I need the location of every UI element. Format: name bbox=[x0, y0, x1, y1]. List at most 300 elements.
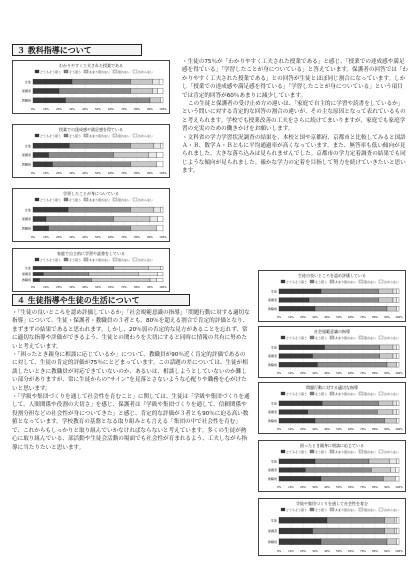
tick-label: 50% bbox=[95, 286, 101, 289]
bar-segment bbox=[279, 468, 305, 473]
section4-text bbox=[12, 309, 250, 452]
tick-label: 80% bbox=[372, 550, 378, 553]
bar-segment bbox=[385, 528, 395, 534]
tick-label: 0% bbox=[30, 286, 36, 289]
tick-label: 0% bbox=[30, 172, 36, 175]
legend-label: そう思う bbox=[69, 197, 82, 202]
bar-segment bbox=[158, 88, 163, 93]
chart-right-5-svg bbox=[259, 499, 405, 555]
tick-label: 20% bbox=[300, 550, 306, 553]
legend-label: わからない bbox=[384, 335, 400, 340]
bar-segment bbox=[43, 272, 89, 275]
bar-segment bbox=[53, 162, 131, 167]
legend-swatch bbox=[64, 258, 68, 261]
series-label: 保護者 bbox=[267, 468, 277, 473]
tick-label: 50% bbox=[95, 236, 101, 239]
legend-label: とてもそう思う bbox=[286, 449, 308, 454]
series-label: 生徒 bbox=[270, 289, 277, 294]
legend-label: とてもそう思う bbox=[286, 335, 308, 340]
bar-segment bbox=[279, 306, 315, 311]
bar-segment bbox=[397, 306, 399, 311]
tick-label: 70% bbox=[121, 236, 127, 239]
bar-segment bbox=[114, 216, 150, 221]
chart-left-1-svg bbox=[13, 61, 169, 113]
legend-swatch bbox=[84, 134, 88, 137]
bar-segment bbox=[279, 401, 322, 406]
tick-label: 40% bbox=[82, 236, 88, 239]
legend-swatch bbox=[113, 70, 117, 73]
tick-label: 30% bbox=[69, 172, 75, 175]
chart-right-4-svg bbox=[259, 441, 405, 491]
legend-label: そう思う bbox=[315, 279, 328, 284]
legend-label: わからない bbox=[138, 197, 154, 202]
bar-segment bbox=[393, 289, 397, 294]
tick-label: 100% bbox=[395, 428, 403, 431]
tick-label: 50% bbox=[336, 550, 342, 553]
legend-swatch bbox=[310, 336, 314, 339]
tick-label: 40% bbox=[324, 316, 330, 319]
chart-left-2-svg bbox=[13, 125, 169, 177]
bar-segment bbox=[325, 345, 380, 350]
legend-swatch bbox=[330, 336, 334, 339]
series-label: 保護者 bbox=[267, 410, 277, 415]
bar-segment bbox=[131, 143, 154, 148]
bar-segment bbox=[315, 306, 387, 311]
section3-text bbox=[182, 58, 408, 176]
bar-segment bbox=[387, 539, 397, 545]
tick-label: 70% bbox=[360, 428, 366, 431]
section3-paragraph-1: ・生徒の75％が「わかりやすく工夫された授業である」と感じ、「授業での達成感や満足感を得ている」「学習したことが身についている」と答えています。保護者の回答では「わかりやすく工夫された授業である」との回答が生徒とほぼ同じ割合になっています。しかし「授業での達成感や満足感を得ている」「学習したことが身についている」という項目では肯定的回答が60％あまりに減少しています。 bbox=[182, 59, 408, 99]
bar-segment bbox=[33, 266, 62, 269]
bar-segment bbox=[131, 226, 157, 231]
chart-right-2 bbox=[258, 326, 406, 378]
tick-label: 0% bbox=[276, 486, 282, 489]
series-label: 生徒 bbox=[24, 79, 31, 84]
bar-segment bbox=[279, 459, 315, 464]
bar-segment bbox=[33, 216, 46, 221]
series-label: 保護者 bbox=[21, 153, 31, 158]
chart-right-2-svg bbox=[259, 327, 405, 377]
bar-segment bbox=[397, 410, 399, 415]
legend-label: とてもそう思う bbox=[40, 257, 62, 262]
bar-segment bbox=[317, 362, 387, 367]
tick-label: 0% bbox=[276, 372, 282, 375]
chart-right-3 bbox=[258, 382, 406, 434]
bar-segment bbox=[394, 517, 396, 523]
series-label: 教職員 bbox=[267, 306, 277, 311]
tick-label: 80% bbox=[134, 108, 140, 111]
bar-segment bbox=[379, 298, 393, 303]
bar-segment bbox=[33, 79, 72, 84]
legend-swatch bbox=[84, 70, 88, 73]
tick-label: 10% bbox=[288, 316, 294, 319]
legend-swatch bbox=[64, 134, 68, 137]
bar-segment bbox=[279, 528, 313, 534]
legend-label: そう思う bbox=[315, 507, 328, 512]
bar-segment bbox=[33, 98, 66, 103]
bar-segment bbox=[40, 278, 92, 281]
legend-label: あまり思わない bbox=[335, 507, 357, 512]
series-label: 生徒 bbox=[270, 518, 277, 523]
legend-label: わからない bbox=[138, 133, 154, 138]
chart-title: 学級や集団づくりを通して社会性を育む bbox=[296, 501, 368, 506]
section4-paragraph-3: ・「学級や集団づくりを通して社会性を育むこと」に関しては、生徒は「学級や集団づくりを通して、人間関係や役割の大切さ」を感じ、保護者は「学級や集団づくりを通して、信頼関係や役割分担などの社会性が身についてきた」と感じ、肯定的な評価が３者とも90％に迫る高い数値となっています。学校教育の基盤となる取り組みとも言える「集団の中で社会性を育む」で、これからもしっかりと取り組んでいかなければならないと考えています。多くの生徒が熱心に取り組んでいる、部活動や生徒会活動の場面でも社会性が育まれるよう、工夫しながら指導に当たりたいと思います。 bbox=[12, 394, 250, 451]
tick-label: 90% bbox=[384, 486, 390, 489]
legend-label: わからない bbox=[384, 279, 400, 284]
legend-swatch bbox=[379, 450, 383, 453]
tick-label: 40% bbox=[82, 286, 88, 289]
tick-label: 60% bbox=[108, 108, 114, 111]
bar-segment bbox=[379, 401, 393, 406]
bar-segment bbox=[279, 418, 315, 423]
legend-swatch bbox=[281, 508, 285, 511]
tick-label: 80% bbox=[372, 486, 378, 489]
bar-segment bbox=[59, 88, 131, 93]
bar-segment bbox=[33, 162, 53, 167]
bar-segment bbox=[49, 152, 114, 157]
bar-segment bbox=[321, 476, 383, 481]
tick-label: 10% bbox=[43, 172, 49, 175]
bar-segment bbox=[138, 272, 158, 275]
legend-swatch bbox=[379, 508, 383, 511]
bar-segment bbox=[397, 539, 399, 545]
bar-segment bbox=[395, 476, 399, 481]
legend-label: とてもそう思う bbox=[286, 279, 308, 284]
bar-segment bbox=[279, 345, 325, 350]
tick-label: 40% bbox=[324, 550, 330, 553]
tick-label: 10% bbox=[288, 428, 294, 431]
bar-segment bbox=[397, 418, 399, 423]
chart-title: 困ったとき親身に相談に応じている bbox=[300, 443, 364, 448]
chart-title: 家庭で自主的に学習や読書をしている bbox=[57, 251, 125, 256]
bar-segment bbox=[322, 401, 378, 406]
section3-heading: ３ 教科指導について bbox=[12, 44, 142, 56]
tick-label: 80% bbox=[372, 428, 378, 431]
tick-label: 100% bbox=[395, 486, 403, 489]
bar-segment bbox=[327, 517, 385, 523]
bar-segment bbox=[387, 362, 397, 367]
legend-swatch bbox=[330, 392, 334, 395]
legend-label: わからない bbox=[138, 257, 154, 262]
bar-segment bbox=[395, 468, 399, 473]
bar-segment bbox=[160, 266, 163, 269]
legend-label: 思わない bbox=[118, 197, 131, 202]
legend-swatch bbox=[35, 198, 39, 201]
tick-label: 50% bbox=[95, 172, 101, 175]
tick-label: 90% bbox=[384, 550, 390, 553]
bar-segment bbox=[33, 88, 59, 93]
tick-label: 20% bbox=[300, 316, 306, 319]
bar-segment bbox=[379, 289, 393, 294]
legend-label: とてもそう思う bbox=[40, 133, 62, 138]
bar-segment bbox=[371, 468, 390, 473]
series-label: 教職員 bbox=[267, 362, 277, 367]
bar-segment bbox=[279, 289, 321, 294]
tick-label: 30% bbox=[312, 550, 318, 553]
tick-label: 70% bbox=[121, 172, 127, 175]
series-label: 生徒 bbox=[270, 401, 277, 406]
bar-segment bbox=[131, 162, 157, 167]
bar-segment bbox=[397, 401, 399, 406]
bar-segment bbox=[33, 143, 69, 148]
bar-segment bbox=[131, 79, 153, 84]
legend-label: 思わない bbox=[118, 133, 131, 138]
bar-segment bbox=[397, 528, 399, 534]
tick-label: 10% bbox=[288, 372, 294, 375]
legend-swatch bbox=[133, 70, 137, 73]
bar-segment bbox=[150, 216, 158, 221]
bar-segment bbox=[393, 354, 397, 359]
bar-segment bbox=[33, 207, 68, 212]
tick-label: 40% bbox=[82, 108, 88, 111]
series-label: 教職員 bbox=[267, 476, 277, 481]
legend-label: 思わない bbox=[364, 507, 377, 512]
legend-label: とてもそう思う bbox=[286, 507, 308, 512]
bar-segment bbox=[157, 152, 164, 157]
legend-swatch bbox=[379, 280, 383, 283]
tick-label: 80% bbox=[134, 172, 140, 175]
bar-segment bbox=[114, 266, 149, 269]
chart-left-2 bbox=[12, 124, 170, 178]
bar-segment bbox=[369, 459, 389, 464]
tick-label: 30% bbox=[69, 286, 75, 289]
bar-segment bbox=[397, 298, 399, 303]
bar-segment bbox=[158, 216, 163, 221]
bar-segment bbox=[385, 418, 397, 423]
tick-label: 30% bbox=[312, 316, 318, 319]
legend-swatch bbox=[35, 258, 39, 261]
bar-segment bbox=[131, 207, 154, 212]
tick-label: 50% bbox=[95, 108, 101, 111]
chart-left-3-svg bbox=[13, 189, 169, 241]
tick-label: 0% bbox=[276, 428, 282, 431]
tick-label: 90% bbox=[384, 372, 390, 375]
bar-segment bbox=[149, 266, 161, 269]
bar-segment bbox=[391, 468, 396, 473]
legend-swatch bbox=[133, 134, 137, 137]
tick-label: 80% bbox=[134, 236, 140, 239]
tick-label: 50% bbox=[336, 486, 342, 489]
tick-label: 90% bbox=[147, 172, 153, 175]
chart-title: わかりやすく工夫された授業である bbox=[59, 63, 123, 68]
bar-segment bbox=[393, 401, 397, 406]
chart-right-5 bbox=[258, 498, 406, 556]
bar-segment bbox=[33, 226, 49, 231]
bar-segment bbox=[160, 98, 163, 103]
legend-swatch bbox=[133, 258, 137, 261]
series-label: 生徒 bbox=[24, 207, 31, 212]
legend-swatch bbox=[84, 198, 88, 201]
chart-right-4 bbox=[258, 440, 406, 492]
chart-right-1 bbox=[258, 270, 406, 322]
bar-segment bbox=[33, 278, 40, 281]
tick-label: 90% bbox=[384, 428, 390, 431]
tick-label: 60% bbox=[348, 316, 354, 319]
legend-swatch bbox=[35, 134, 39, 137]
legend-label: そう思う bbox=[315, 449, 328, 454]
legend-swatch bbox=[113, 134, 117, 137]
tick-label: 100% bbox=[159, 236, 167, 239]
bar-segment bbox=[397, 345, 399, 350]
legend-swatch bbox=[281, 392, 285, 395]
legend-swatch bbox=[359, 508, 363, 511]
legend-swatch bbox=[359, 280, 363, 283]
bar-segment bbox=[397, 289, 399, 294]
tick-label: 100% bbox=[159, 108, 167, 111]
tick-label: 30% bbox=[69, 236, 75, 239]
series-label: 生徒 bbox=[270, 459, 277, 464]
series-label: 保護者 bbox=[267, 529, 277, 534]
section3-paragraph-3: ・文科省の学力学習状況調査の結果を、本校と国や京都府、京都市と比較してみると国語Ａ・Ｂ、数学Ａ・Ｂともに平均通過率が高くなっています。また、無答率も低い傾向が見られました。大きな落ち込みは見られませんでした。京都市の学力定着調査の結果でも同じような傾向が見られました。確かな学力の定着を目指して努力を続けていきたいと思います。 bbox=[182, 134, 406, 175]
section4-paragraph-2: ・「困ったとき親身に相談に応じているか」について、教職員が90％近く肯定的評価であるのに対して、生徒の肯定的評価が75％にとどまっています。この話題の差については、生徒が相談したいときに教職員が対応できていないのか、あるいは、相談しようとしていないのか難しい部分がありますが、常に生徒からの“サイン”を見落とさないような心配りや職務を心がけたいと思います。 bbox=[12, 352, 248, 392]
legend-swatch bbox=[281, 450, 285, 453]
bar-segment bbox=[309, 298, 379, 303]
tick-label: 30% bbox=[69, 108, 75, 111]
legend-label: 思わない bbox=[364, 391, 377, 396]
legend-swatch bbox=[330, 280, 334, 283]
legend-label: 思わない bbox=[118, 257, 131, 262]
bar-segment bbox=[157, 162, 164, 167]
legend-label: わからない bbox=[384, 449, 400, 454]
bar-segment bbox=[154, 143, 161, 148]
chart-title: 社会規範意識の指導 bbox=[314, 329, 350, 334]
bar-segment bbox=[160, 207, 163, 212]
bar-segment bbox=[89, 272, 138, 275]
bar-segment bbox=[393, 345, 397, 350]
legend-swatch bbox=[310, 392, 314, 395]
legend-label: 思わない bbox=[364, 449, 377, 454]
tick-label: 70% bbox=[360, 550, 366, 553]
chart-right-1-svg bbox=[259, 271, 405, 321]
bar-segment bbox=[387, 306, 397, 311]
tick-label: 10% bbox=[43, 286, 49, 289]
tick-label: 40% bbox=[82, 172, 88, 175]
tick-label: 100% bbox=[395, 316, 403, 319]
series-label: 保護者 bbox=[21, 272, 31, 277]
chart-right-3-svg bbox=[259, 383, 405, 433]
bar-segment bbox=[131, 88, 153, 93]
tick-label: 90% bbox=[147, 286, 153, 289]
bar-segment bbox=[315, 418, 385, 423]
legend-label: 思わない bbox=[364, 335, 377, 340]
bar-segment bbox=[305, 468, 371, 473]
legend-swatch bbox=[113, 258, 117, 261]
tick-label: 20% bbox=[56, 172, 62, 175]
series-label: 生徒 bbox=[270, 345, 277, 350]
tick-label: 60% bbox=[108, 236, 114, 239]
tick-label: 20% bbox=[300, 428, 306, 431]
legend-label: あまり思わない bbox=[335, 449, 357, 454]
tick-label: 90% bbox=[147, 236, 153, 239]
bar-segment bbox=[154, 207, 161, 212]
bar-segment bbox=[279, 362, 317, 367]
bar-segment bbox=[313, 354, 380, 359]
series-label: 保護者 bbox=[21, 217, 31, 222]
tick-label: 40% bbox=[324, 428, 330, 431]
legend-swatch bbox=[379, 336, 383, 339]
bar-segment bbox=[394, 528, 396, 534]
chart-left-3 bbox=[12, 188, 170, 242]
tick-label: 60% bbox=[348, 372, 354, 375]
chart-left-4 bbox=[12, 248, 170, 292]
tick-label: 30% bbox=[312, 486, 318, 489]
bar-segment bbox=[149, 152, 157, 157]
legend-swatch bbox=[359, 336, 363, 339]
legend-label: そう思う bbox=[69, 69, 82, 74]
legend-label: あまり思わない bbox=[89, 257, 111, 262]
tick-label: 40% bbox=[324, 486, 330, 489]
legend-swatch bbox=[359, 450, 363, 453]
tick-label: 20% bbox=[56, 108, 62, 111]
series-label: 教職員 bbox=[21, 278, 31, 283]
tick-label: 30% bbox=[312, 372, 318, 375]
series-label: 教職員 bbox=[21, 226, 31, 231]
section3-paragraph-2: この生徒と保護者の受け止め方の違いは、「家庭で自主的に学習や読書をしているか」という問いに対する肯定的な回答の割合の違いが、その主な原因となって表れているものと考えられます。学校でも授業改善の工夫をさらに続けてまいりますが、家庭でも家庭学習の充実のための働きかけをお願いします。 bbox=[182, 101, 406, 133]
legend-label: 思わない bbox=[364, 279, 377, 284]
tick-label: 50% bbox=[336, 372, 342, 375]
bar-segment bbox=[66, 98, 151, 103]
bar-segment bbox=[279, 298, 309, 303]
legend-swatch bbox=[330, 450, 334, 453]
bar-segment bbox=[321, 539, 387, 545]
series-label: 生徒 bbox=[24, 266, 31, 271]
tick-label: 90% bbox=[147, 108, 153, 111]
tick-label: 80% bbox=[134, 286, 140, 289]
bar-segment bbox=[157, 278, 164, 281]
tick-label: 50% bbox=[336, 428, 342, 431]
bar-segment bbox=[385, 517, 395, 523]
tick-label: 70% bbox=[360, 486, 366, 489]
bar-segment bbox=[158, 272, 163, 275]
bar-segment bbox=[33, 152, 49, 157]
series-label: 教職員 bbox=[267, 418, 277, 423]
tick-label: 70% bbox=[121, 286, 127, 289]
series-label: 保護者 bbox=[267, 354, 277, 359]
tick-label: 10% bbox=[43, 108, 49, 111]
tick-label: 50% bbox=[336, 316, 342, 319]
bar-segment bbox=[33, 272, 43, 275]
legend-label: とてもそう思う bbox=[40, 69, 62, 74]
legend-swatch bbox=[133, 198, 137, 201]
tick-label: 60% bbox=[108, 172, 114, 175]
tick-label: 60% bbox=[348, 428, 354, 431]
tick-label: 0% bbox=[276, 550, 282, 553]
tick-label: 0% bbox=[30, 108, 36, 111]
legend-swatch bbox=[64, 198, 68, 201]
bar-segment bbox=[389, 459, 396, 464]
legend-label: あまり思わない bbox=[89, 133, 111, 138]
bar-segment bbox=[153, 79, 160, 84]
bar-segment bbox=[279, 410, 308, 415]
legend-label: そう思う bbox=[315, 391, 328, 396]
bar-segment bbox=[150, 278, 157, 281]
tick-label: 60% bbox=[108, 286, 114, 289]
bar-segment bbox=[69, 143, 130, 148]
bar-segment bbox=[279, 517, 327, 523]
section4-paragraph-1: ・「生徒の良いところを認め評価しているか」「社会規範意識の指導」「問題行動に対する適切な指導」について、生徒・保護者・教職員の３者とも、80％を超える割合で肯定的評価となり、まずまずの結果であると思われます。しかし、20％弱の否定的な見方があることを忘れず、常に適切な指導や評価ができるよう、生徒との関わりを大切にすると同時に情報の共有に努めたいと考えています。 bbox=[12, 310, 250, 350]
tick-label: 20% bbox=[300, 372, 306, 375]
legend-swatch bbox=[35, 70, 39, 73]
bar-segment bbox=[279, 476, 321, 481]
tick-label: 20% bbox=[56, 286, 62, 289]
tick-label: 80% bbox=[372, 316, 378, 319]
tick-label: 60% bbox=[348, 486, 354, 489]
legend-label: あまり思わない bbox=[335, 335, 357, 340]
legend-label: わからない bbox=[138, 69, 154, 74]
tick-label: 100% bbox=[159, 172, 167, 175]
legend-swatch bbox=[84, 258, 88, 261]
bar-segment bbox=[72, 79, 131, 84]
